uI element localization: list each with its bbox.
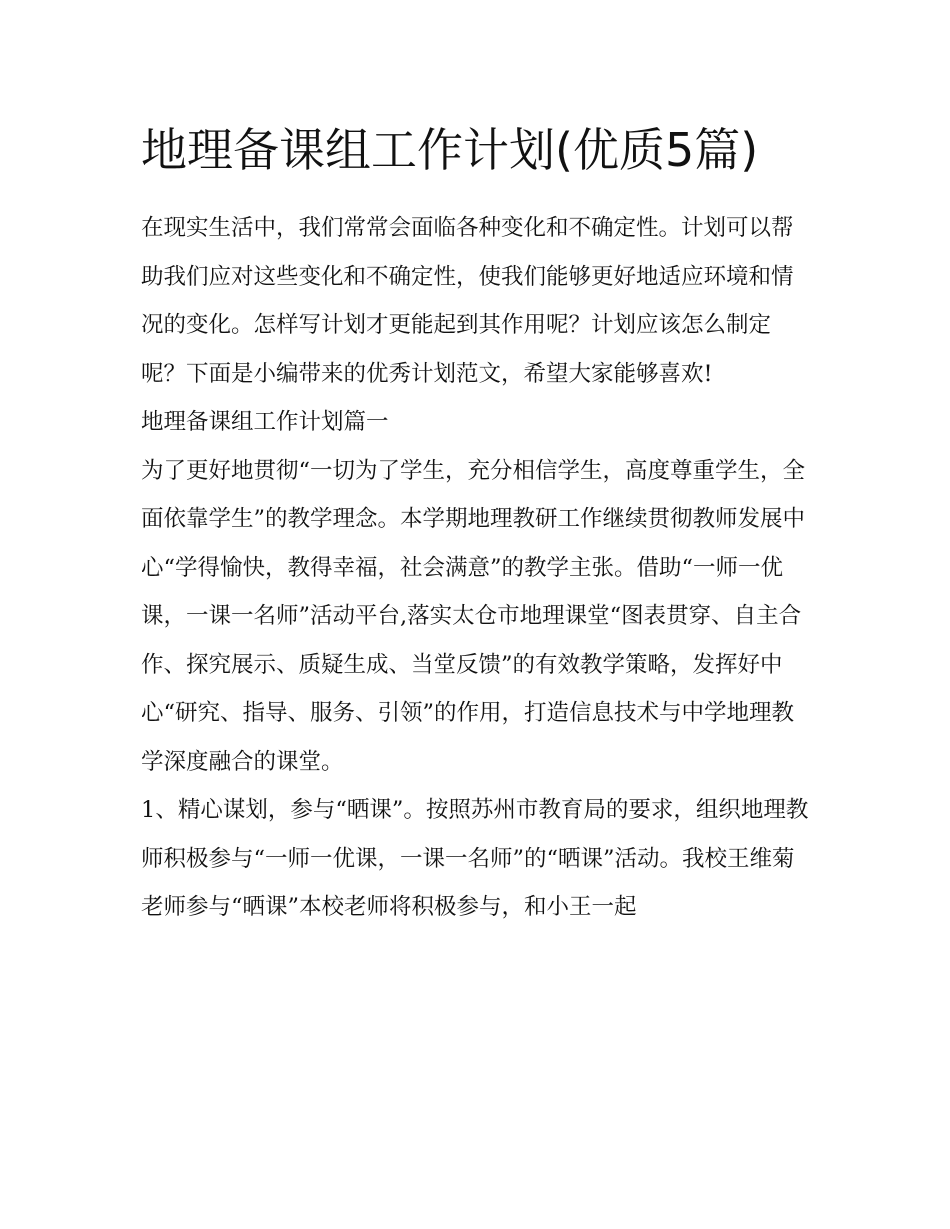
body-paragraph-2: 1、精心谋划，参与“晒课”。按照苏州市教育局的要求，组织地理教师积极参与“一师一优课，一课一名师”的“晒课”活动。我校王维菊老师参与“晒课”本校老师将积极参与，和小王一起 bbox=[141, 797, 809, 920]
document-title: 地理备课组工作计划(优质5篇) bbox=[141, 123, 759, 177]
body-paragraph-1: 为了更好地贯彻“一切为了学生，充分相信学生，高度尊重学生，全面依靠学生”的教学理念。本学期地理教研工作继续贯彻教师发展中心“学得愉快，教得幸福，社会满意”的教学主张。借助“一师一优课，一课一名师”活动平台,落实太仓市地理课堂“图表贯穿、自主合作、探究展示、质疑生成、当堂反馈”的有效教学策略，发挥好中心“研究、指导、服务、引领”的作用，打造信息技术与中学地理教学深度融合的课堂。 bbox=[141, 457, 806, 775]
section-heading: 地理备课组工作计划篇一 bbox=[141, 409, 389, 435]
intro-paragraph: 在现实生活中，我们常常会面临各种变化和不确定性。计划可以帮助我们应对这些变化和不确定性，使我们能够更好地适应环境和情况的变化。怎样写计划才更能起到其作用呢？计划应该怎么制定呢？下面是小编带来的优秀计划范文，希望大家能够喜欢! bbox=[141, 215, 794, 387]
document-body bbox=[141, 118, 813, 932]
